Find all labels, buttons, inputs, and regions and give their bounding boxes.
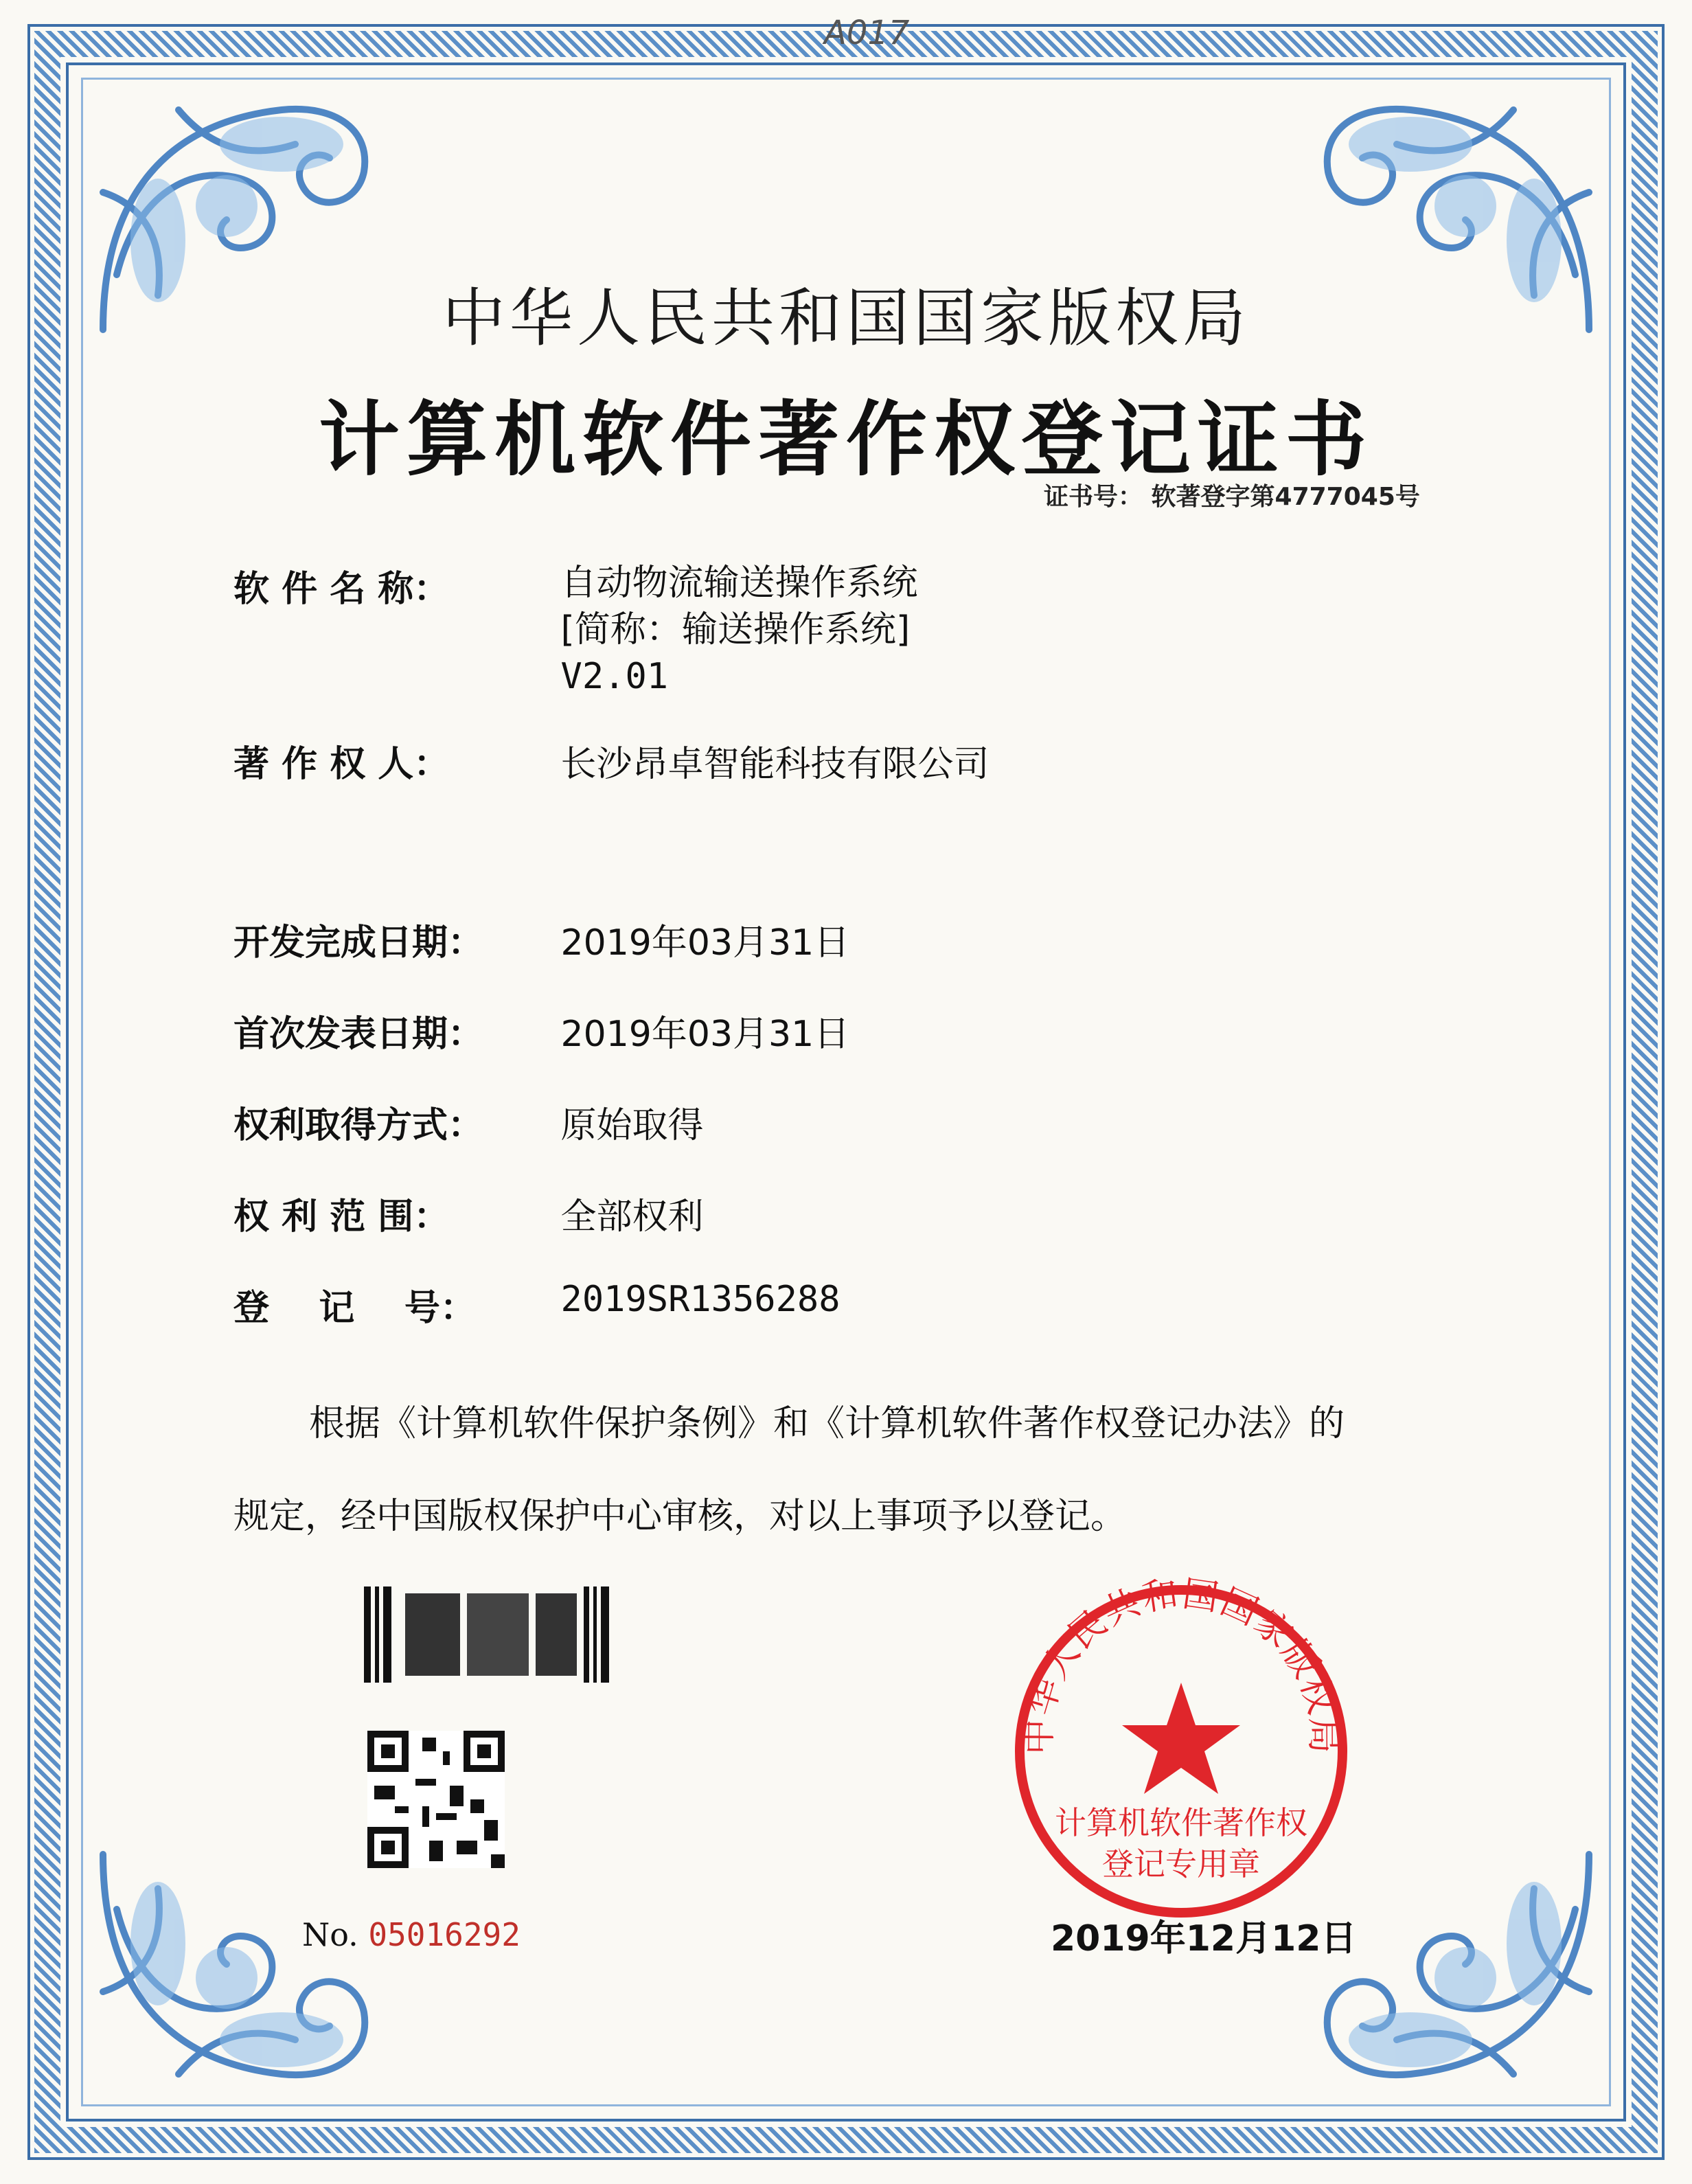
field-label: 登 记 号： xyxy=(233,1288,476,1329)
field-value: 长沙昂卓智能科技有限公司 xyxy=(560,744,990,785)
field-dev-date xyxy=(233,913,849,965)
field-pub-date xyxy=(233,1005,849,1056)
official-seal-icon xyxy=(1003,1573,1360,1930)
handwritten-mark: A017 xyxy=(824,14,910,52)
software-name: 自动物流输送操作系统 xyxy=(560,562,918,604)
software-short-name: [简称：输送操作系统] xyxy=(560,609,911,650)
serial-number xyxy=(302,1916,521,1953)
barcode-icon xyxy=(364,1586,611,1683)
issuer-title: 中华人民共和国国家版权局 xyxy=(442,282,1250,355)
statement-line-2: 规定，经中国版权保护中心审核，对以上事项予以登记。 xyxy=(233,1496,1127,1537)
serial-prefix: No. xyxy=(302,1916,358,1953)
field-owner xyxy=(233,735,990,786)
certificate-title: 计算机软件著作权登记证书 xyxy=(318,391,1373,487)
field-registration-number xyxy=(233,1279,841,1330)
seal-inner-line-2: 登记专用章 xyxy=(1102,1845,1260,1882)
field-value: 2019年03月31日 xyxy=(560,1014,850,1055)
field-label: 权 利 范 围： xyxy=(233,1196,450,1238)
field-value: 2019SR1356288 xyxy=(560,1279,841,1320)
field-value: 全部权利 xyxy=(560,1196,704,1238)
field-value xyxy=(561,560,918,700)
field-label: 权利取得方式： xyxy=(233,1105,484,1146)
field-label: 首次发表日期： xyxy=(233,1014,484,1055)
field-label: 开发完成日期： xyxy=(233,922,484,964)
corner-ornament-icon xyxy=(76,1827,433,2115)
issue-date: 2019年12月12日 xyxy=(1051,1918,1357,1959)
field-label: 著 作 权 人： xyxy=(233,744,450,785)
qr-code-icon xyxy=(367,1731,505,1868)
field-software-name xyxy=(233,560,918,700)
field-value: 原始取得 xyxy=(560,1105,704,1146)
software-version: V2.01 xyxy=(560,656,669,697)
field-acquire-method xyxy=(233,1096,704,1148)
seal-inner-line-1: 计算机软件著作权 xyxy=(1055,1804,1307,1841)
statement-line-1: 根据《计算机软件保护条例》和《计算机软件著作权登记办法》的 xyxy=(309,1403,1345,1444)
certificate-number: 证书号： 软著登字第4777045号 xyxy=(1044,483,1420,511)
field-rights-scope xyxy=(233,1187,704,1239)
serial-value: 05016292 xyxy=(368,1916,521,1953)
seal-outer-text: 中华人民共和国国家版权局 xyxy=(1018,1573,1345,1755)
field-value: 2019年03月31日 xyxy=(560,922,850,964)
field-label: 软 件 名 称： xyxy=(233,569,450,610)
